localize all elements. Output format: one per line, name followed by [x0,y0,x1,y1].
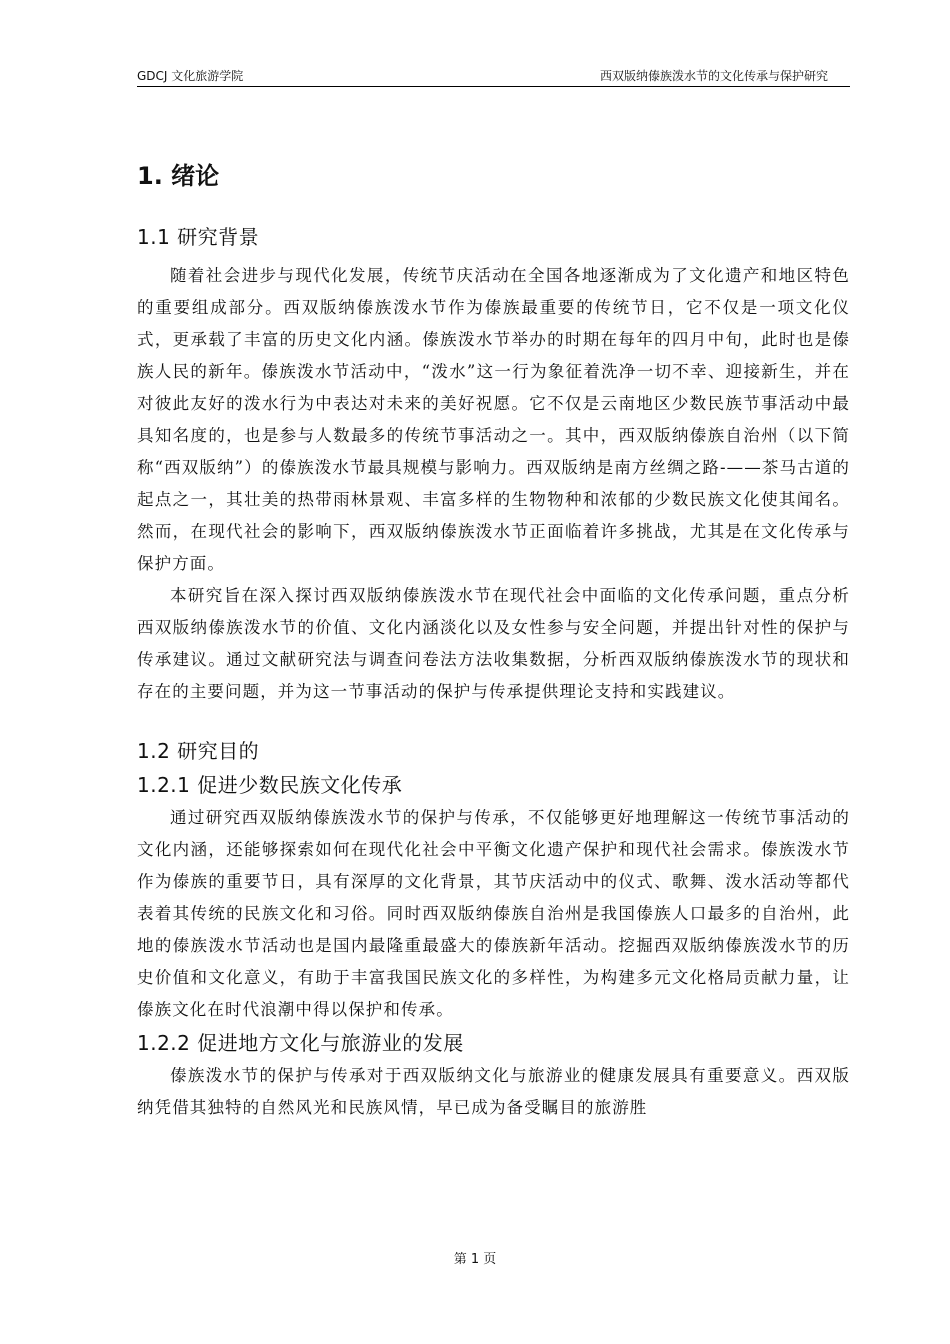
paragraph-background-2: 本研究旨在深入探讨西双版纳傣族泼水节在现代社会中面临的文化传承问题，重点分析西双版纳傣族泼水节的价值、文化内涵淡化以及女性参与安全问题，并提出针对性的保护与传承建议。通过文献研究法与调查问卷法方法收集数据，分析西双版纳傣族泼水节的现状和存在的主要问题，并为这一节事活动的保护与传承提供理论支持和实践建议。 [137,586,850,701]
subsection-heading-1-2-2: 1.2.2 促进地方文化与旅游业的发展 [137,1031,464,1055]
page-body [137,150,850,1124]
header-paper-title: 西双版纳傣族泼水节的文化传承与保护研究 [599,69,828,83]
header-institution: GDCJ 文化旅游学院 [137,69,244,83]
page-number: 第 1 页 [453,1252,497,1267]
paragraph-purpose-1: 通过研究西双版纳傣族泼水节的保护与传承，不仅能够更好地理解这一传统节事活动的文化内涵，还能够探索如何在现代化社会中平衡文化遗产保护和现代社会需求。傣族泼水节作为傣族的重要节日，具有深厚的文化背景，其节庆活动中的仪式、歌舞、泼水活动等都代表着其传统的民族文化和习俗。同时西双版纳傣族自治州是我国傣族人口最多的自治州，此地的傣族泼水节活动也是国内最隆重最盛大的傣族新年活动。挖掘西双版纳傣族泼水节的历史价值和文化意义，有助于丰富我国民族文化的多样性，为构建多元文化格局贡献力量，让傣族文化在时代浪潮中得以保护和传承。 [137,808,850,1019]
chapter-heading: 1. 绪论 [137,162,220,190]
page-header [137,60,850,87]
section-heading-1-1: 1.1 研究背景 [137,225,260,249]
subsection-heading-1-2-1: 1.2.1 促进少数民族文化传承 [137,773,403,797]
section-heading-1-2: 1.2 研究目的 [137,739,260,763]
paragraph-background-1: 随着社会进步与现代化发展，传统节庆活动在全国各地逐渐成为了文化遗产和地区特色的重要组成部分。西双版纳傣族泼水节作为傣族最重要的传统节日，它不仅是一项文化仪式，更承载了丰富的历史文化内涵。傣族泼水节举办的时期在每年的四月中旬，此时也是傣族人民的新年。傣族泼水节活动中，“泼水”这一行为象征着洗净一切不幸、迎接新生，并在对彼此友好的泼水行为中表达对未来的美好祝愿。它不仅是云南地区少数民族节事活动中最具知名度的，也是参与人数最多的传统节事活动之一。其中，西双版纳傣族自治州（以下简称“西双版纳”）的傣族泼水节最具规模与影响力。西双版纳是南方丝绸之路-——茶马古道的起点之一，其壮美的热带雨林景观、丰富多样的生物物种和浓郁的少数民族文化使其闻名。然而，在现代社会的影响下，西双版纳傣族泼水节正面临着许多挑战，尤其是在文化传承与保护方面。 [137,266,850,573]
paragraph-purpose-2: 傣族泼水节的保护与传承对于西双版纳文化与旅游业的健康发展具有重要意义。西双版纳凭借其独特的自然风光和民族风情，早已成为备受瞩目的旅游胜 [137,1066,850,1117]
